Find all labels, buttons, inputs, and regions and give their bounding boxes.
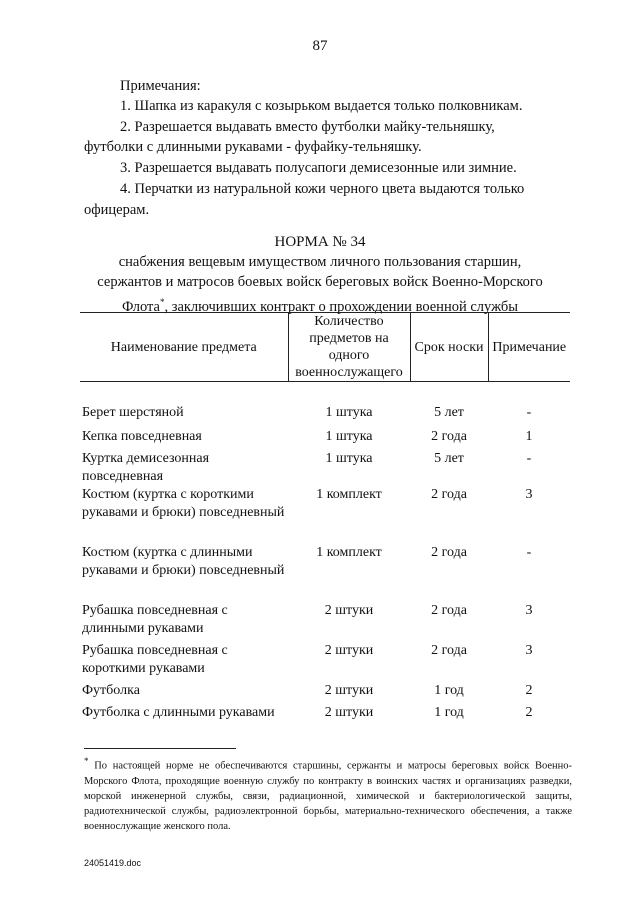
table-row — [80, 642, 570, 682]
item-name: Куртка демисезонная повседневная — [82, 450, 210, 484]
item-term: 5 лет — [434, 450, 464, 466]
item-term: 2 года — [431, 486, 467, 502]
norm-subtitle-line-1: снабжения вещевым имуществом личного пользования старшин, — [118, 254, 522, 270]
item-name: Рубашка повседневная с короткими рукавами — [82, 642, 228, 676]
subtitle-fleet: Флота — [121, 298, 160, 315]
table-row — [80, 486, 570, 544]
item-quantity: 1 штука — [325, 450, 373, 466]
item-note: 1 — [525, 428, 533, 444]
item-note: - — [526, 404, 532, 420]
norm-title: НОРМА № 34 — [274, 234, 366, 250]
note-item-1: 1. Шапка из каракуля с козырьком выдается только полковникам. — [120, 98, 523, 114]
item-term: 2 года — [431, 544, 467, 560]
item-name: Костюм (куртка с короткими рукавами и брюки) повседневный — [82, 486, 285, 520]
table-body — [80, 382, 570, 726]
header-name: Наименование предмета — [80, 313, 288, 382]
item-term: 2 года — [431, 602, 467, 618]
item-name: Рубашка повседневная с длинными рукавами — [82, 602, 228, 636]
table-header-row — [80, 313, 570, 382]
footnote-mark: * — [159, 297, 165, 307]
item-note: 2 — [525, 682, 533, 698]
norm-subtitle-line-2: сержантов и матросов боевых войск береговых войск Военно-Морского — [97, 274, 543, 290]
item-name: Футболка с длинными рукавами — [82, 704, 275, 720]
item-quantity: 2 штуки — [324, 704, 374, 720]
table-row — [80, 428, 570, 450]
item-quantity: 2 штуки — [324, 602, 374, 618]
item-term: 1 год — [434, 682, 464, 698]
item-note: 2 — [525, 704, 533, 720]
norm-table — [80, 312, 570, 726]
note-item-4: 4. Перчатки из натуральной кожи черного цвета выдаются только — [120, 181, 525, 197]
item-quantity: 1 комплект — [316, 544, 382, 560]
item-quantity: 1 штука — [325, 404, 373, 420]
item-quantity: 1 комплект — [316, 486, 382, 502]
header-quantity: Количество предметов на одного военнослужащего — [288, 313, 410, 382]
table-row — [80, 682, 570, 704]
footnote-divider — [84, 748, 236, 749]
item-term: 2 года — [431, 642, 467, 658]
item-note: 3 — [525, 486, 533, 502]
item-note: - — [526, 544, 532, 560]
item-name: Футболка — [82, 682, 140, 698]
item-quantity: 2 штуки — [324, 642, 374, 658]
item-note: - — [526, 450, 532, 466]
item-quantity: 1 штука — [325, 428, 373, 444]
table-row — [80, 602, 570, 642]
notes-heading: Примечания: — [120, 78, 201, 94]
header-note: Примечание — [488, 313, 570, 382]
note-item-3: 3. Разрешается выдавать полусапоги демисезонные или зимние. — [120, 160, 517, 176]
item-name: Костюм (куртка с длинными рукавами и брюки) повседневный — [82, 544, 285, 578]
item-quantity: 2 штуки — [324, 682, 374, 698]
item-name: Кепка повседневная — [82, 428, 202, 444]
page-number: 87 — [312, 38, 328, 54]
footnote-text: По настоящей норме не обеспечиваются старшины, сержанты и матросы береговых войск Военно-Морского Флота, проходящие военную службу по контракту в воинских частях и организациях разведки, морской инженерной службы, связи, радиационной, химической и бактериологической защиты, радиотехнической службы, радиоэлектронной борьбы, материально-технического обеспечения, а также военнослужащие женского пола. — [84, 760, 572, 832]
note-item-4-cont: офицерам. — [84, 202, 150, 218]
table-row — [80, 704, 570, 726]
item-term: 2 года — [431, 428, 467, 444]
item-note: 3 — [525, 602, 533, 618]
note-item-2-cont: футболки с длинными рукавами - фуфайку-тельняшку. — [84, 139, 422, 155]
table-row — [80, 450, 570, 486]
footnote-mark: * — [84, 756, 89, 766]
subtitle-rest: , заключивших контракт о прохождении военной службы — [164, 298, 519, 315]
document-id: 24051419.doc — [84, 858, 142, 868]
table-row — [80, 544, 570, 602]
footnote — [84, 754, 572, 834]
header-term: Срок носки — [410, 313, 488, 382]
item-note: 3 — [525, 642, 533, 658]
table-row — [80, 404, 570, 428]
item-term: 5 лет — [434, 404, 464, 420]
note-item-2: 2. Разрешается выдавать вместо футболки майку-тельняшку, — [120, 119, 495, 135]
item-term: 1 год — [434, 704, 464, 720]
item-name: Берет шерстяной — [82, 404, 184, 420]
table-spacer-row — [80, 382, 570, 404]
